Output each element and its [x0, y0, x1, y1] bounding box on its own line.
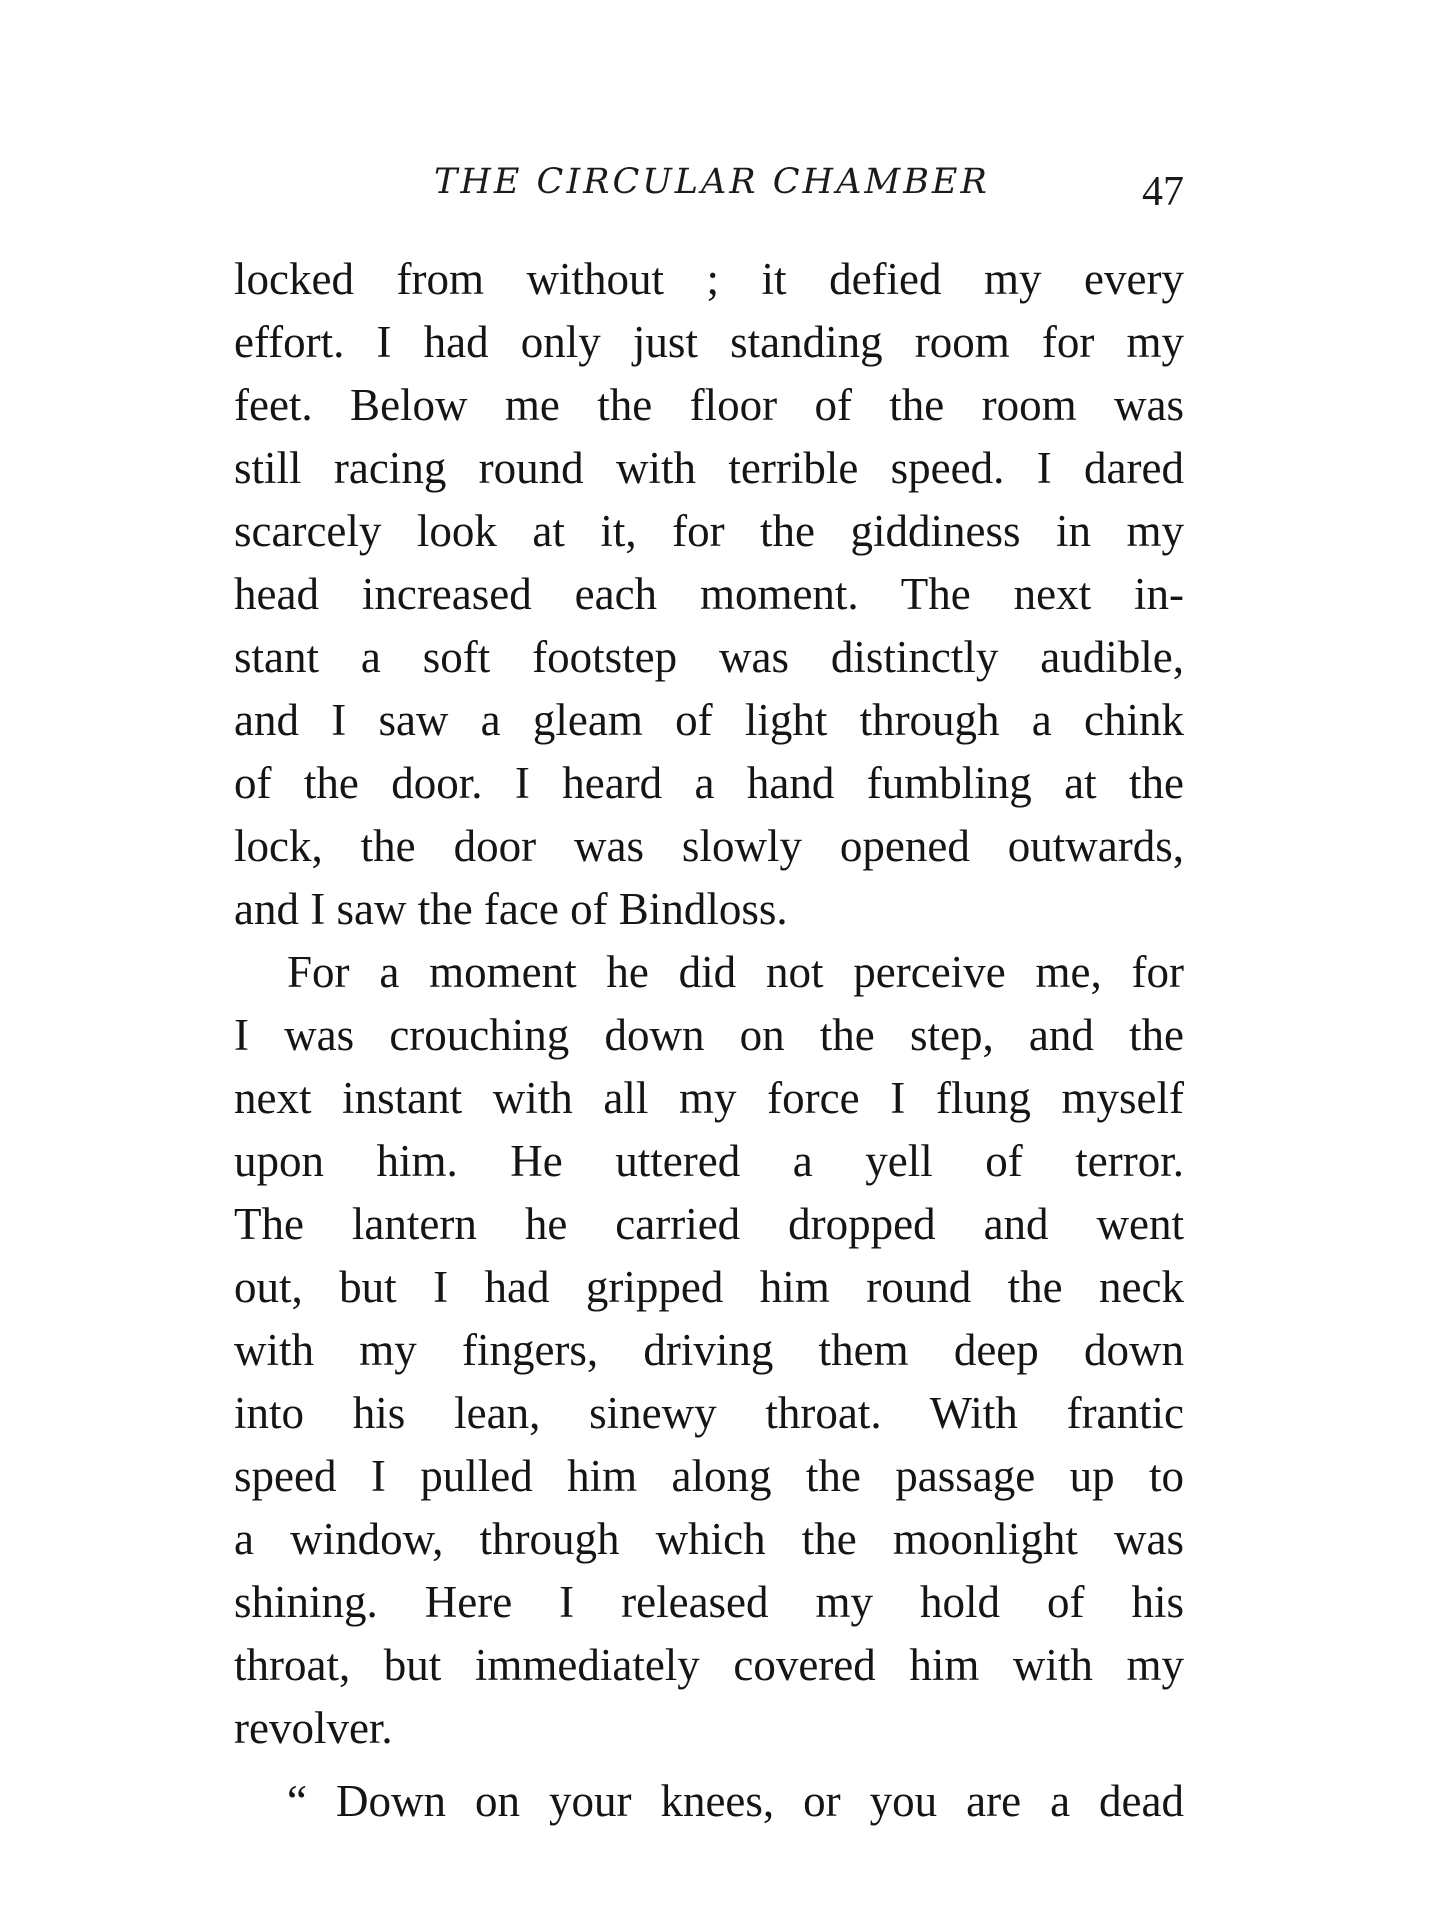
- page-header: [234, 162, 1184, 222]
- text-line: lock, the door was slowly opened outwards,: [234, 821, 1184, 871]
- text-line: head increased each moment. The next in-: [234, 569, 1184, 619]
- text-line: For a moment he did not perceive me, for: [287, 947, 1184, 997]
- text-line: still racing round with terrible speed. I dared: [234, 443, 1184, 493]
- text-line: next instant with all my force I flung myself: [234, 1073, 1184, 1123]
- text-line: scarcely look at it, for the giddiness in my: [234, 506, 1184, 556]
- text-line: stant a soft footstep was distinctly audible,: [234, 632, 1184, 682]
- text-line: feet. Below me the floor of the room was: [234, 380, 1184, 430]
- text-line: locked from without ; it defied my every: [234, 254, 1184, 304]
- text-line: a window, through which the moonlight was: [234, 1514, 1184, 1564]
- running-head: THE CIRCULAR CHAMBER: [434, 162, 990, 202]
- paragraph: [234, 941, 1184, 1760]
- text-line: out, but I had gripped him round the neck: [234, 1262, 1184, 1312]
- text-line: effort. I had only just standing room for my: [234, 317, 1184, 367]
- paragraph-spacer: [234, 1760, 1184, 1770]
- text-line: speed I pulled him along the passage up to: [234, 1451, 1184, 1501]
- text-line: The lantern he carried dropped and went: [234, 1199, 1184, 1249]
- paragraph: [234, 1770, 1184, 1833]
- text-line: into his lean, sinewy throat. With frantic: [234, 1388, 1184, 1438]
- text-line: shining. Here I released my hold of his: [234, 1577, 1184, 1627]
- text-line: of the door. I heard a hand fumbling at the: [234, 758, 1184, 808]
- text-line: and I saw the face of Bindloss.: [234, 884, 788, 934]
- text-line: with my fingers, driving them deep down: [234, 1325, 1184, 1375]
- paragraph: [234, 248, 1184, 941]
- page-number: 47: [1142, 169, 1184, 215]
- text-line: and I saw a gleam of light through a chink: [234, 695, 1184, 745]
- text-line: “ Down on your knees, or you are a dead: [287, 1776, 1184, 1826]
- body-text: [234, 248, 1184, 1833]
- text-line: revolver.: [234, 1703, 393, 1753]
- text-line: throat, but immediately covered him with my: [234, 1640, 1184, 1690]
- text-line: upon him. He uttered a yell of terror.: [234, 1136, 1184, 1186]
- text-line: I was crouching down on the step, and the: [234, 1010, 1184, 1060]
